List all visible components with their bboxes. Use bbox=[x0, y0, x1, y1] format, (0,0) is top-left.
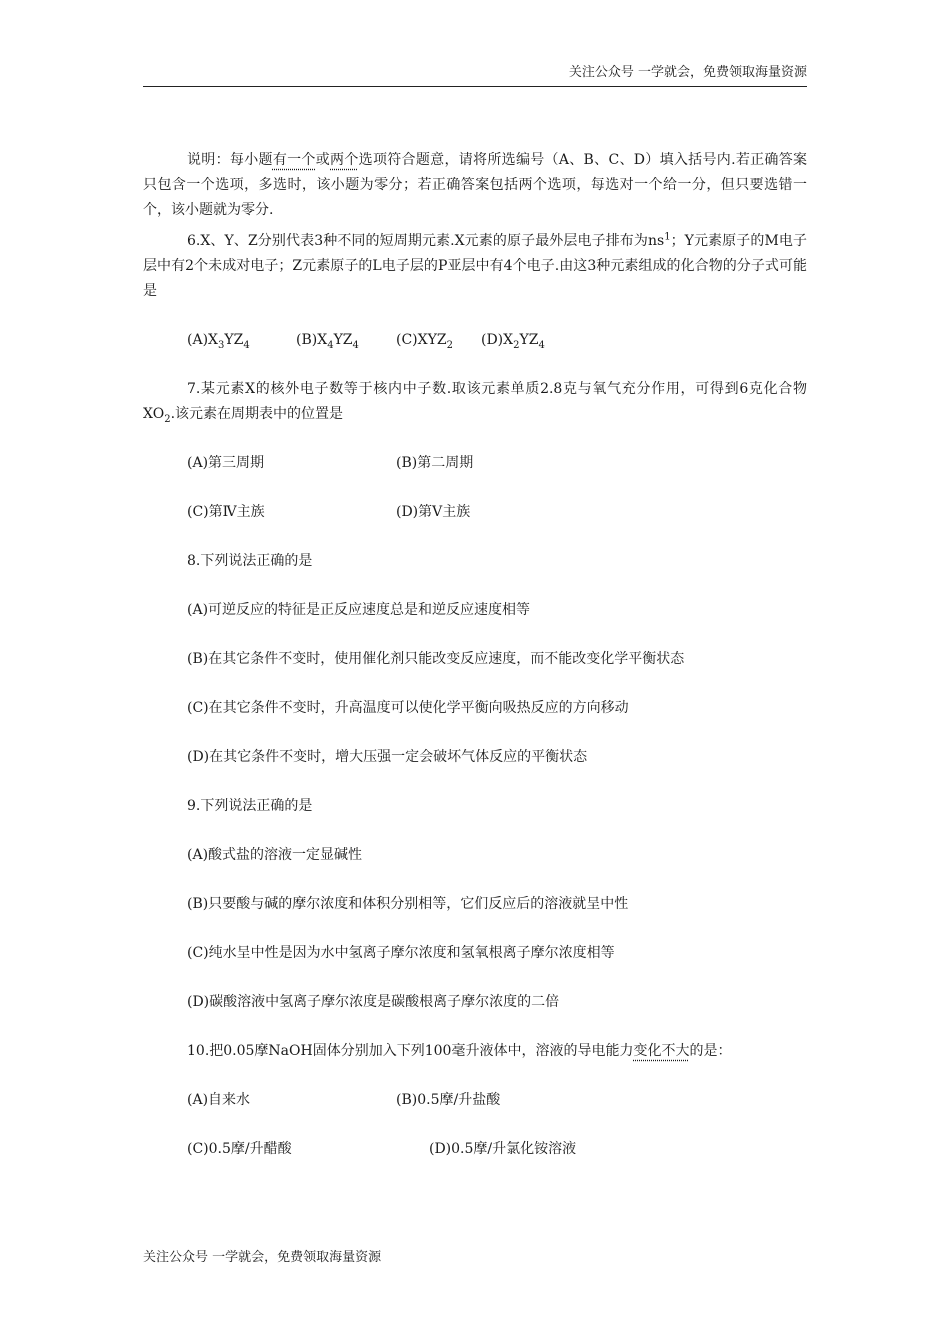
option-c: $(C)XYZ_2$ bbox=[396, 332, 453, 351]
page-header bbox=[143, 64, 807, 87]
option-b: (B)0.5摩/升盐酸 bbox=[396, 1092, 501, 1108]
instruction-paragraph: 说明：每小题有一个或两个选项符合题意，请将所选编号（A、B、C、D）填入括号内.若正确答案只包含一个选项，多选时，该小题为零分；若正确答案包括两个选项，每选对一个给一分，但只要选错一个，该小题就为零分. bbox=[143, 152, 808, 218]
emphasis-dotted: 变化不大 bbox=[633, 1043, 690, 1059]
question-6-options bbox=[143, 328, 807, 353]
option-a: (A)自来水 bbox=[187, 1092, 251, 1108]
option-d: (D)0.5摩/升氯化铵溶液 bbox=[429, 1141, 577, 1157]
option-a: $(A)X_3YZ_4$ bbox=[187, 332, 250, 351]
option-b: (B)只要酸与碱的摩尔浓度和体积分别相等，它们反应后的溶液就呈中性 bbox=[187, 896, 629, 912]
option-d: (D)第Ⅴ主族 bbox=[396, 504, 471, 520]
option-c: (C)0.5摩/升醋酸 bbox=[187, 1141, 292, 1157]
question-9-stem: 9.下列说法正确的是 bbox=[187, 798, 313, 814]
question-10-options-row-2 bbox=[143, 1137, 807, 1162]
option-b: $(B)X_4YZ_4$ bbox=[296, 332, 359, 351]
option-c: (C)纯水呈中性是因为水中氢离子摩尔浓度和氢氧根离子摩尔浓度相等 bbox=[187, 945, 615, 961]
document-body bbox=[143, 148, 807, 1162]
option-d: (D)碳酸溶液中氢离子摩尔浓度是碳酸根离子摩尔浓度的二倍 bbox=[187, 994, 560, 1010]
question-7-stem: 7.某元素X的核外电子数等于核内中子数.取该元素单质2.8克与氧气充分作用，可得到6克化合物$XO_2$.该元素在周期表中的位置是 bbox=[143, 381, 807, 425]
option-b: (B)第二周期 bbox=[396, 455, 474, 471]
emphasis-dotted: 两个 bbox=[330, 152, 359, 168]
option-d: (D)在其它条件不变时，增大压强一定会破坏气体反应的平衡状态 bbox=[187, 749, 588, 765]
option-a: (A)第三周期 bbox=[187, 455, 265, 471]
option-a: (A)可逆反应的特征是正反应速度总是和逆反应速度相等 bbox=[187, 602, 531, 618]
emphasis-dotted: 有一个 bbox=[272, 152, 316, 168]
question-7-options-row-2 bbox=[143, 500, 807, 525]
question-7-options-row-1 bbox=[143, 451, 807, 476]
question-10-stem: 10.把0.05摩NaOH固体分别加入下列100毫升液体中，溶液的导电能力变化不大的是： bbox=[187, 1043, 732, 1059]
question-8-stem: 8.下列说法正确的是 bbox=[187, 553, 313, 569]
option-b: (B)在其它条件不变时，使用催化剂只能改变反应速度，而不能改变化学平衡状态 bbox=[187, 651, 685, 667]
option-a: (A)酸式盐的溶液一定显碱性 bbox=[187, 847, 363, 863]
option-d: $(D)X_2YZ_4$ bbox=[481, 332, 545, 351]
page-footer: 关注公众号 一学就会，免费领取海量资源 bbox=[143, 1250, 382, 1265]
question-10-options-row-1 bbox=[143, 1088, 807, 1113]
header-text: 关注公众号 一学就会，免费领取海量资源 bbox=[568, 65, 807, 80]
question-6-stem: 6.X、Y、Z分别代表3种不同的短周期元素.X元素的原子最外层电子排布为$ns^1$；Y元素原子的M电子层中有2个未成对电子；Z元素原子的L电子层的P亚层中有4个电子.由这3种元素组成的化合物的分子式可能是 bbox=[143, 231, 807, 299]
option-c: (C)第Ⅳ主族 bbox=[187, 504, 265, 520]
option-c: (C)在其它条件不变时，升高温度可以使化学平衡向吸热反应的方向移动 bbox=[187, 700, 629, 716]
